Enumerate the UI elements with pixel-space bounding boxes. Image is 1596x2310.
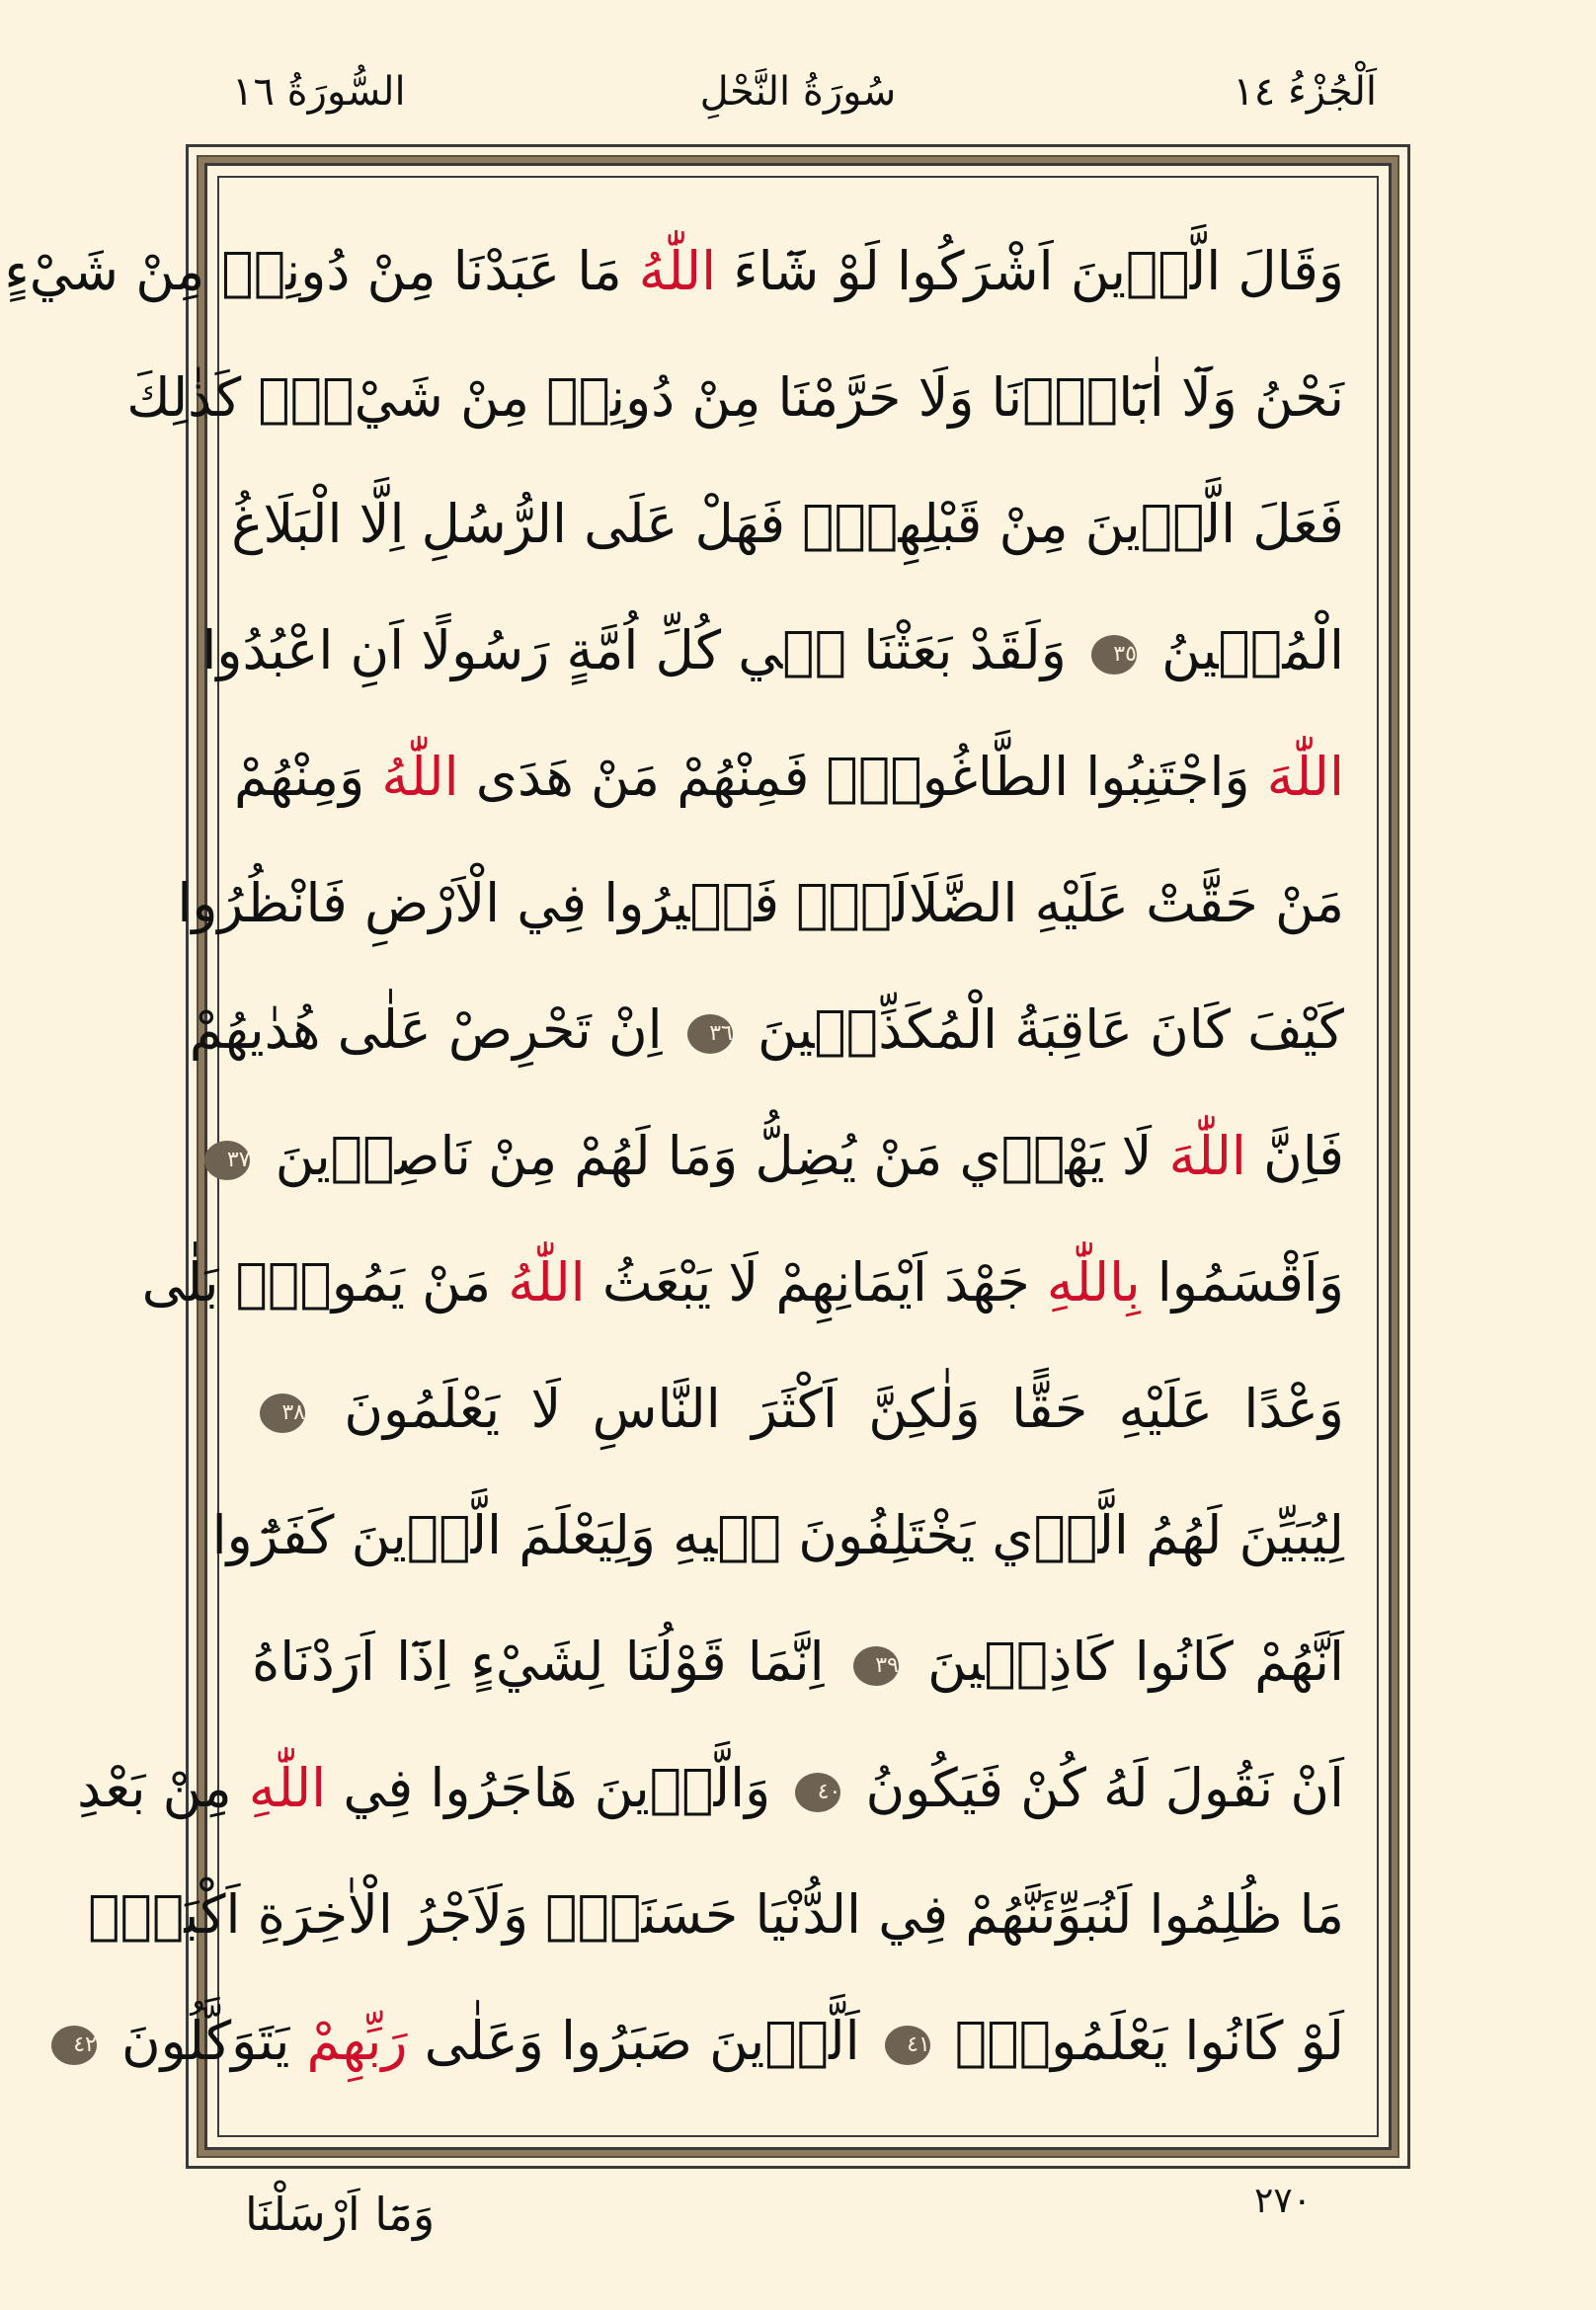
- divine-name-text: اللّٰهُ: [638, 240, 717, 302]
- verse-text: اَلَّذ۪ينَ صَبَرُوا وَعَلٰى: [407, 2010, 877, 2072]
- ayah-number-marker: ٣٥: [1091, 635, 1137, 675]
- text-line: [141, 1224, 1344, 1342]
- verse-text: مَا عَبَدْنَا مِنْ دُونِه۪ مِنْ شَيْءٍ: [4, 240, 639, 302]
- text-line: [231, 465, 1344, 584]
- divine-name-text: اللّٰهِ: [248, 1757, 327, 1819]
- verse-text: لِيُبَيِّنَ لَهُمُ الَّذ۪ي يَخْتَلِفُونَ ف۪يهِ وَلِيَعْلَمَ الَّذ۪ينَ كَفَرُٓوا: [211, 1504, 1344, 1566]
- surah-name-title: سُورَةُ النَّحْلِ: [699, 69, 897, 115]
- ayah-number-marker: ٣٧: [204, 1141, 250, 1180]
- divine-name-text: بِاللّٰهِ: [1046, 1251, 1141, 1314]
- divine-name-text: اللّٰهُ: [508, 1251, 586, 1314]
- verse-text: جَهْدَ اَيْمَانِهِمْ لَا يَبْعَثُ: [585, 1251, 1047, 1314]
- text-line: [126, 339, 1344, 457]
- verse-text: وَعْدًا عَلَيْهِ حَقًّا وَلٰكِنَّ اَكْثَرَ النَّاسِ لَا يَعْلَمُونَ: [313, 1378, 1344, 1440]
- surah-number-label: السُّورَةُ ١٦: [232, 69, 406, 115]
- text-line: [73, 1982, 1344, 2101]
- ayah-number-marker: ٣٦: [687, 1014, 733, 1054]
- text-line: [177, 844, 1344, 963]
- verse-text: كَيْفَ كَانَ عَاقِبَةُ الْمُكَذِّب۪ينَ: [740, 998, 1344, 1061]
- verse-text: لَا يَهْد۪ي مَنْ يُضِلُّ وَمَا لَهُمْ مِنْ نَاصِر۪ينَ: [258, 1125, 1169, 1187]
- text-line: [211, 1476, 1344, 1595]
- quran-text-block: [4, 212, 1345, 2109]
- verse-text: مَنْ حَقَّتْ عَلَيْهِ الضَّلَالَةُۜ فَس۪يرُوا فِي الْاَرْضِ فَانْظُرُوا: [177, 872, 1344, 934]
- verse-text: مَا ظُلِمُوا لَنُبَوِّئَنَّهُمْ فِي الدُّنْيَا حَسَنَةًۜ وَلَاَجْرُ الْاٰخِرَةِ اَكْبَرُۢ: [88, 1883, 1344, 1946]
- text-line: [201, 592, 1344, 710]
- text-line: [234, 718, 1344, 836]
- verse-text: اَنْ نَقُولَ لَهُ كُنْ فَيَكُونُ: [848, 1757, 1344, 1819]
- verse-text: وَلَقَدْ بَعَثْنَا ف۪ي كُلِّ اُمَّةٍ رَسُولًا اَنِ اعْبُدُوا: [201, 619, 1083, 681]
- verse-text: وَاجْتَنِبُوا الطَّاغُوتَۚ فَمِنْهُمْ مَنْ هَدَى: [458, 746, 1267, 808]
- verse-text: نَحْنُ وَلَٓا اٰبَٓاؤُ۬نَا وَلَا حَرَّمْنَا مِنْ دُونِه۪ مِنْ شَيْءٍۜ كَذٰلِكَ: [126, 366, 1344, 429]
- verse-text: وَمِنْهُمْ: [234, 746, 382, 808]
- text-line: [252, 1350, 1344, 1469]
- verse-text: مِنْ بَعْدِ: [77, 1757, 249, 1819]
- ayah-number-marker: ٣٩: [853, 1646, 899, 1686]
- divine-name-text: رَبِّهِمْ: [306, 2010, 408, 2072]
- verse-text: اَنَّهُمْ كَانُوا كَاذِب۪ينَ: [906, 1631, 1345, 1693]
- verse-text: وَاَقْسَمُوا: [1140, 1251, 1344, 1314]
- verse-text: فَاِنَّ: [1245, 1125, 1344, 1187]
- text-line: [226, 1097, 1344, 1216]
- divine-name-text: اللّٰهُ: [381, 746, 459, 808]
- text-line: [189, 971, 1344, 1089]
- verse-text: وَالَّذ۪ينَ هَاجَرُوا فِي: [326, 1757, 788, 1819]
- verse-text: لَوْ كَانُوا يَعْلَمُونَۙ: [937, 2010, 1344, 2072]
- text-line: [252, 1603, 1344, 1721]
- verse-text: وَقَالَ الَّذ۪ينَ اَشْرَكُوا لَوْ شَٓاءَ: [716, 240, 1344, 302]
- juz-label: اَلْجُزْءُ ١٤: [1233, 69, 1377, 115]
- ayah-number-marker: ٤٠: [795, 1773, 840, 1812]
- catchword: وَمَٓا اَرْسَلْنَا: [245, 2188, 436, 2241]
- ayah-number-marker: ٤٢: [51, 2026, 97, 2065]
- text-line: [88, 1856, 1344, 1974]
- ayah-number-marker: ٤١: [885, 2026, 930, 2065]
- page-number: ٢٧٠: [1254, 2181, 1313, 2221]
- ayah-number-marker: ٣٨: [260, 1394, 305, 1433]
- divine-name-text: اللّٰهَ: [1266, 746, 1344, 808]
- page-header: [0, 0, 1596, 138]
- verse-text: مَنْ يَمُوتُۜ بَلٰى: [141, 1251, 509, 1314]
- text-line: [4, 212, 1344, 331]
- verse-text: يَتَوَكَّلُونَ: [104, 2010, 307, 2072]
- verse-text: فَعَلَ الَّذ۪ينَ مِنْ قَبْلِهِمْۚ فَهَلْ عَلَى الرُّسُلِ اِلَّا الْبَلَاغُ: [231, 493, 1344, 555]
- divine-name-text: اللّٰهَ: [1168, 1125, 1246, 1187]
- verse-text: الْمُب۪ينُ: [1144, 619, 1344, 681]
- verse-text: اِنْ تَحْرِصْ عَلٰى هُدٰيهُمْ: [189, 998, 679, 1061]
- verse-text: اِنَّمَا قَوْلُنَا لِشَيْءٍ اِذَٓا اَرَدْنَاهُ: [252, 1631, 845, 1693]
- text-line: [77, 1729, 1344, 1848]
